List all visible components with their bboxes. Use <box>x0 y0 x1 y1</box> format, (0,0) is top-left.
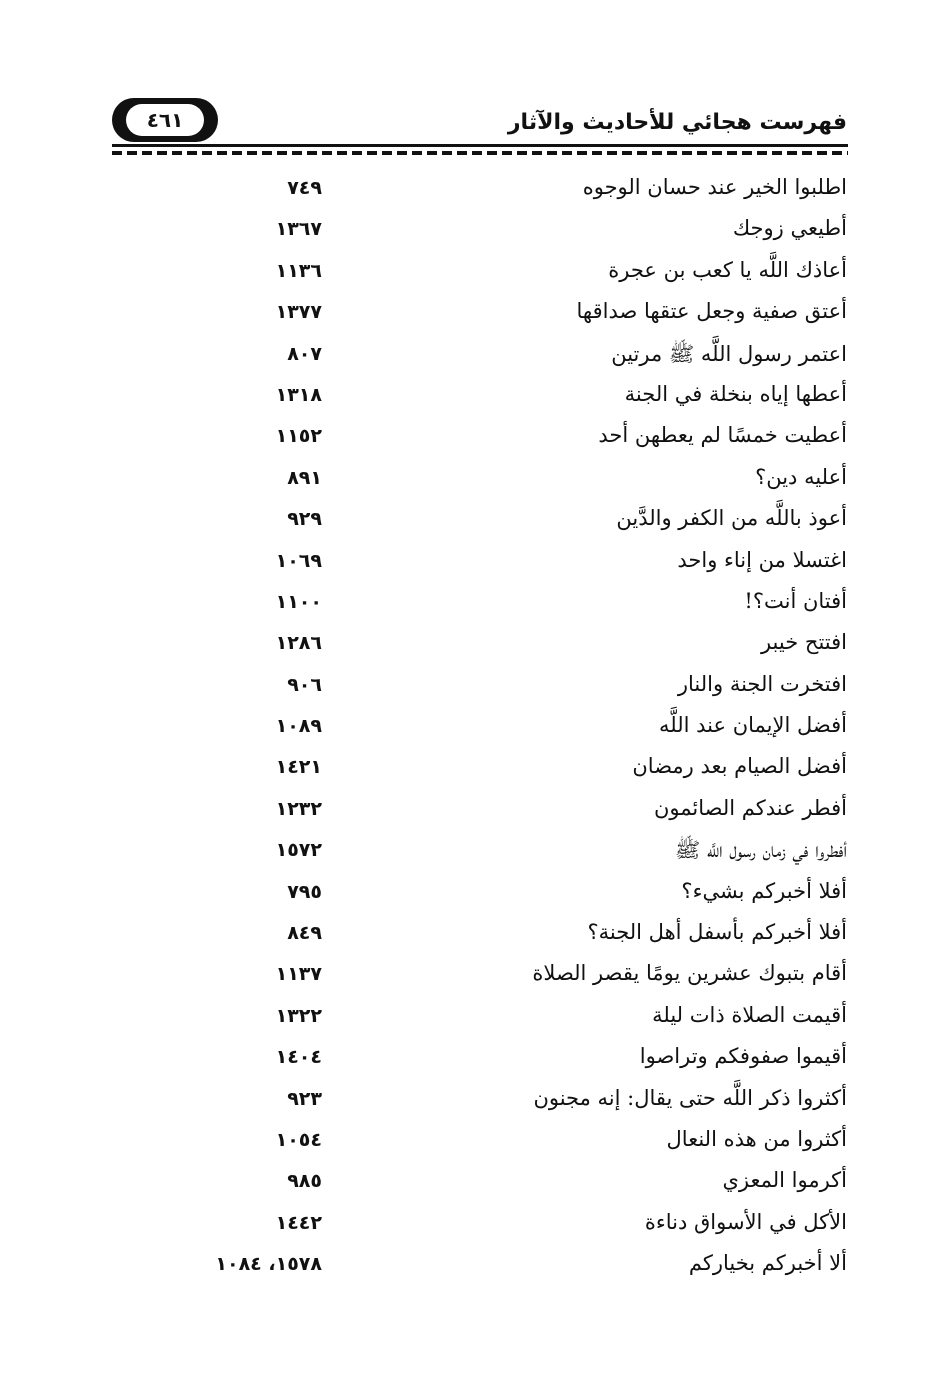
hadith-text: أعليه دين؟ <box>755 464 847 489</box>
index-entry <box>0 955 943 996</box>
index-entry <box>0 1080 943 1121</box>
index-entry <box>0 831 943 872</box>
hadith-number: ١٣٧٧ <box>275 301 322 324</box>
hadith-number: ١٥٧٨، ١٠٨٤ <box>215 1253 322 1276</box>
hadith-number: ١٠٦٩ <box>275 549 322 572</box>
hadith-number: ١٢٣٢ <box>275 797 322 820</box>
hadith-number: ٩٢٩ <box>287 508 322 531</box>
index-entry <box>0 1121 943 1162</box>
hadith-number: ١٢٨٦ <box>275 632 322 655</box>
header-dashed-rule <box>112 151 848 155</box>
hadith-number: ٧٩٥ <box>287 880 322 903</box>
hadith-text: أقام بتبوك عشرين يومًا يقصر الصلاة <box>532 961 847 986</box>
hadith-text: أطيعي زوجك <box>732 216 847 241</box>
hadith-text: أعاذك اللَّه يا كعب بن عجرة <box>608 257 847 282</box>
hadith-text: افتتح خيبر <box>760 630 847 655</box>
hadith-text: أكرموا المعزي <box>722 1168 847 1193</box>
hadith-number: ٩٠٦ <box>287 673 322 696</box>
hadith-number: ٧٤٩ <box>287 177 322 199</box>
hadith-text: الأكل في الأسواق دناءة <box>644 1209 847 1234</box>
hadith-text: افتخرت الجنة والنار <box>677 671 847 696</box>
index-entry <box>0 459 943 500</box>
hadith-number: ٨٩١ <box>287 466 322 489</box>
hadith-number: ٨٤٩ <box>287 922 322 945</box>
hadith-number: ١١٣٧ <box>275 963 322 986</box>
hadith-text: أفطر عندكم الصائمون <box>654 795 847 820</box>
index-entry <box>0 252 943 293</box>
hadith-text: أكثروا ذكر اللَّه حتى يقال: إنه مجنون <box>533 1085 847 1110</box>
index-entry <box>0 1038 943 1079</box>
hadith-number: ١٤٠٤ <box>275 1046 322 1069</box>
hadith-number: ١١٣٦ <box>275 259 322 282</box>
index-entry <box>0 914 943 955</box>
index-entry <box>0 707 943 748</box>
hadith-number: ٩٢٣ <box>287 1087 322 1110</box>
hadith-number: ١٠٥٤ <box>275 1128 322 1151</box>
hadith-text: اعتمر رسول اللَّه ﷺ مرتين <box>611 341 847 366</box>
index-entry <box>0 335 943 376</box>
hadith-text: أقيموا صفوفكم وتراصوا <box>639 1044 847 1069</box>
index-entry <box>0 1204 943 1245</box>
hadith-text: أفلا أخبركم بشيء؟ <box>681 878 847 903</box>
index-entry <box>0 873 943 914</box>
index-entry <box>0 666 943 707</box>
page-number: ٤٦١ <box>126 104 204 136</box>
header-rule <box>112 144 848 147</box>
hadith-text: أفطروا في زمان رسول اللَّه ﷺ <box>674 838 847 863</box>
hadith-text: أفتان أنت؟! <box>744 588 847 613</box>
hadith-text: أفضل الصيام بعد رمضان <box>632 754 847 779</box>
hadith-text: ألا أخبركم بخياركم <box>688 1251 847 1276</box>
index-entry <box>0 417 943 458</box>
hadith-number: ١١٠٠ <box>275 590 322 613</box>
hadith-text: أقيمت الصلاة ذات ليلة <box>652 1002 847 1027</box>
hadith-text: أعوذ باللَّه من الكفر والدَّين <box>616 506 847 531</box>
index-entry <box>0 210 943 251</box>
hadith-text: أكثروا من هذه النعال <box>666 1126 847 1151</box>
hadith-number: ١٣٦٧ <box>275 218 322 241</box>
index-entry <box>0 997 943 1038</box>
hadith-number: ١١٥٢ <box>275 425 322 448</box>
hadith-number: ١٠٨٩ <box>275 715 322 738</box>
index-list <box>0 169 943 1287</box>
index-entry <box>0 169 943 210</box>
hadith-number: ١٥٧٢ <box>275 839 322 862</box>
hadith-text: اغتسلا من إناء واحد <box>677 547 847 572</box>
hadith-text: اطلبوا الخير عند حسان الوجوه <box>582 175 847 199</box>
hadith-number: ١٤٢١ <box>275 756 322 779</box>
index-entry <box>0 624 943 665</box>
hadith-text: أفلا أخبركم بأسفل أهل الجنة؟ <box>587 920 847 945</box>
index-entry <box>0 293 943 334</box>
hadith-number: ١٤٤٢ <box>275 1211 322 1234</box>
index-entry <box>0 1162 943 1203</box>
hadith-number: ١٣٢٢ <box>275 1004 322 1027</box>
index-entry <box>0 1245 943 1286</box>
index-entry <box>0 542 943 583</box>
index-entry <box>0 790 943 831</box>
hadith-number: ١٣١٨ <box>275 383 322 406</box>
index-entry <box>0 500 943 541</box>
hadith-text: أعطها إياه بنخلة في الجنة <box>624 381 847 406</box>
hadith-text: أفضل الإيمان عند اللَّه <box>659 713 847 738</box>
hadith-number: ٨٠٧ <box>287 342 322 365</box>
index-entry <box>0 748 943 789</box>
hadith-number: ٩٨٥ <box>287 1170 322 1193</box>
page-title: فهرست هجائي للأحاديث والآثار <box>507 110 847 135</box>
page-number-badge <box>112 98 218 142</box>
hadith-text: أعتق صفية وجعل عتقها صداقها <box>576 299 847 324</box>
index-entry <box>0 376 943 417</box>
hadith-text: أعطيت خمسًا لم يعطهن أحد <box>598 423 847 448</box>
index-entry <box>0 583 943 624</box>
